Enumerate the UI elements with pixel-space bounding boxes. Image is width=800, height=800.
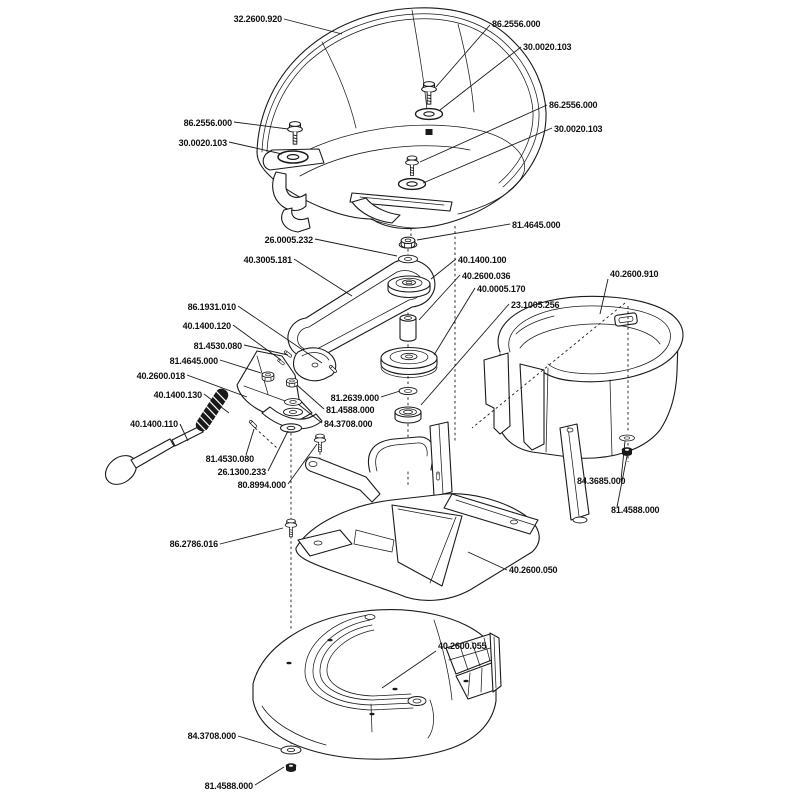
lower-deck-shell xyxy=(253,610,501,760)
part-label-screw-upper: 81.4530.080 xyxy=(193,341,242,351)
spindle-bearing xyxy=(395,407,421,423)
top-cover-shell xyxy=(257,8,546,232)
lower-pulley xyxy=(381,348,437,378)
part-label-pulley-washer: 81.2639.000 xyxy=(330,393,379,403)
part-label-bearing: 23.1005.256 xyxy=(511,300,560,310)
part-label-guide-screw: 86.1931.010 xyxy=(187,302,236,312)
part-label-spindle-washer: 26.0005.232 xyxy=(264,235,313,245)
part-label-bolt-mid: 86.2556.000 xyxy=(549,100,598,110)
shroud-washer xyxy=(620,435,635,441)
part-label-upper-pulley: 40.1400.100 xyxy=(458,255,507,265)
frame-bolt-left xyxy=(285,519,297,537)
part-label-lower-deck: 40.2600.055 xyxy=(438,641,487,651)
part-label-screw-lower: 81.4530.080 xyxy=(205,454,254,464)
pulley-washer xyxy=(399,387,417,394)
part-label-shroud-nut: 81.4588.000 xyxy=(611,505,660,515)
pivot-washer-3 xyxy=(281,424,302,432)
part-label-tension-arm: 40.2600.018 xyxy=(136,371,185,381)
deck-nut xyxy=(286,764,296,772)
frame-bolt-front xyxy=(314,434,326,452)
part-label-deck-nut: 81.4588.000 xyxy=(204,781,253,791)
part-label-pivot-washer: 84.3708.000 xyxy=(324,419,373,429)
spindle-washer xyxy=(399,255,418,263)
frame-stud xyxy=(437,472,440,480)
cover-washer-top xyxy=(416,109,443,120)
part-label-top-cover: 32.2600.920 xyxy=(233,14,282,24)
part-label-spindle-nut: 81.4645.000 xyxy=(512,220,561,230)
part-label-spacer: 40.2600.036 xyxy=(462,271,511,281)
part-label-washer-mid: 30.0020.103 xyxy=(554,124,603,134)
part-label-deck-washer: 84.3708.000 xyxy=(187,731,236,741)
belt-cover-shroud xyxy=(484,296,683,458)
spindle-nut xyxy=(399,237,417,248)
part-label-lower-pulley: 40.0005.170 xyxy=(477,284,526,294)
part-label-pivot-nut: 81.4588.000 xyxy=(326,405,375,415)
part-label-pivot-bush: 26.1300.233 xyxy=(217,467,266,477)
lever-rod xyxy=(131,439,174,468)
upper-pulley xyxy=(388,276,430,298)
part-label-roller: 40.1400.120 xyxy=(182,321,231,331)
cover-washer-mid xyxy=(399,179,426,190)
part-label-washer-top: 30.0020.103 xyxy=(523,42,572,52)
part-label-frame-bolt: 80.8994.000 xyxy=(237,480,286,490)
lever-knob xyxy=(100,450,142,491)
part-label-lever-rod: 40.1400.110 xyxy=(130,419,178,429)
pivot-washer-2 xyxy=(284,408,303,416)
part-label-frame-screw: 86.2786.016 xyxy=(169,539,218,549)
part-label-belt: 40.3005.181 xyxy=(243,255,292,265)
drive-belt xyxy=(288,259,435,358)
cover-washer-left xyxy=(278,151,308,163)
pivot-pin xyxy=(249,420,257,428)
part-label-bolt-top: 86.2556.000 xyxy=(492,19,541,29)
part-label-arm-nut: 81.4645.000 xyxy=(169,356,218,366)
part-label-spring: 40.1400.130 xyxy=(153,390,202,400)
weld-nut xyxy=(426,129,433,135)
arm-nut xyxy=(262,372,274,381)
deck-washer xyxy=(281,746,301,754)
part-label-bolt-left: 86.2556.000 xyxy=(183,118,232,128)
part-label-frame: 40.2600.050 xyxy=(509,565,558,575)
part-label-shroud-screw: 84.3685.000 xyxy=(577,476,626,486)
pivot-nut xyxy=(286,378,297,387)
part-label-washer-left: 30.0020.103 xyxy=(178,138,227,148)
spacer-bushing xyxy=(400,315,416,341)
part-label-shroud: 40.2600.910 xyxy=(610,269,659,279)
